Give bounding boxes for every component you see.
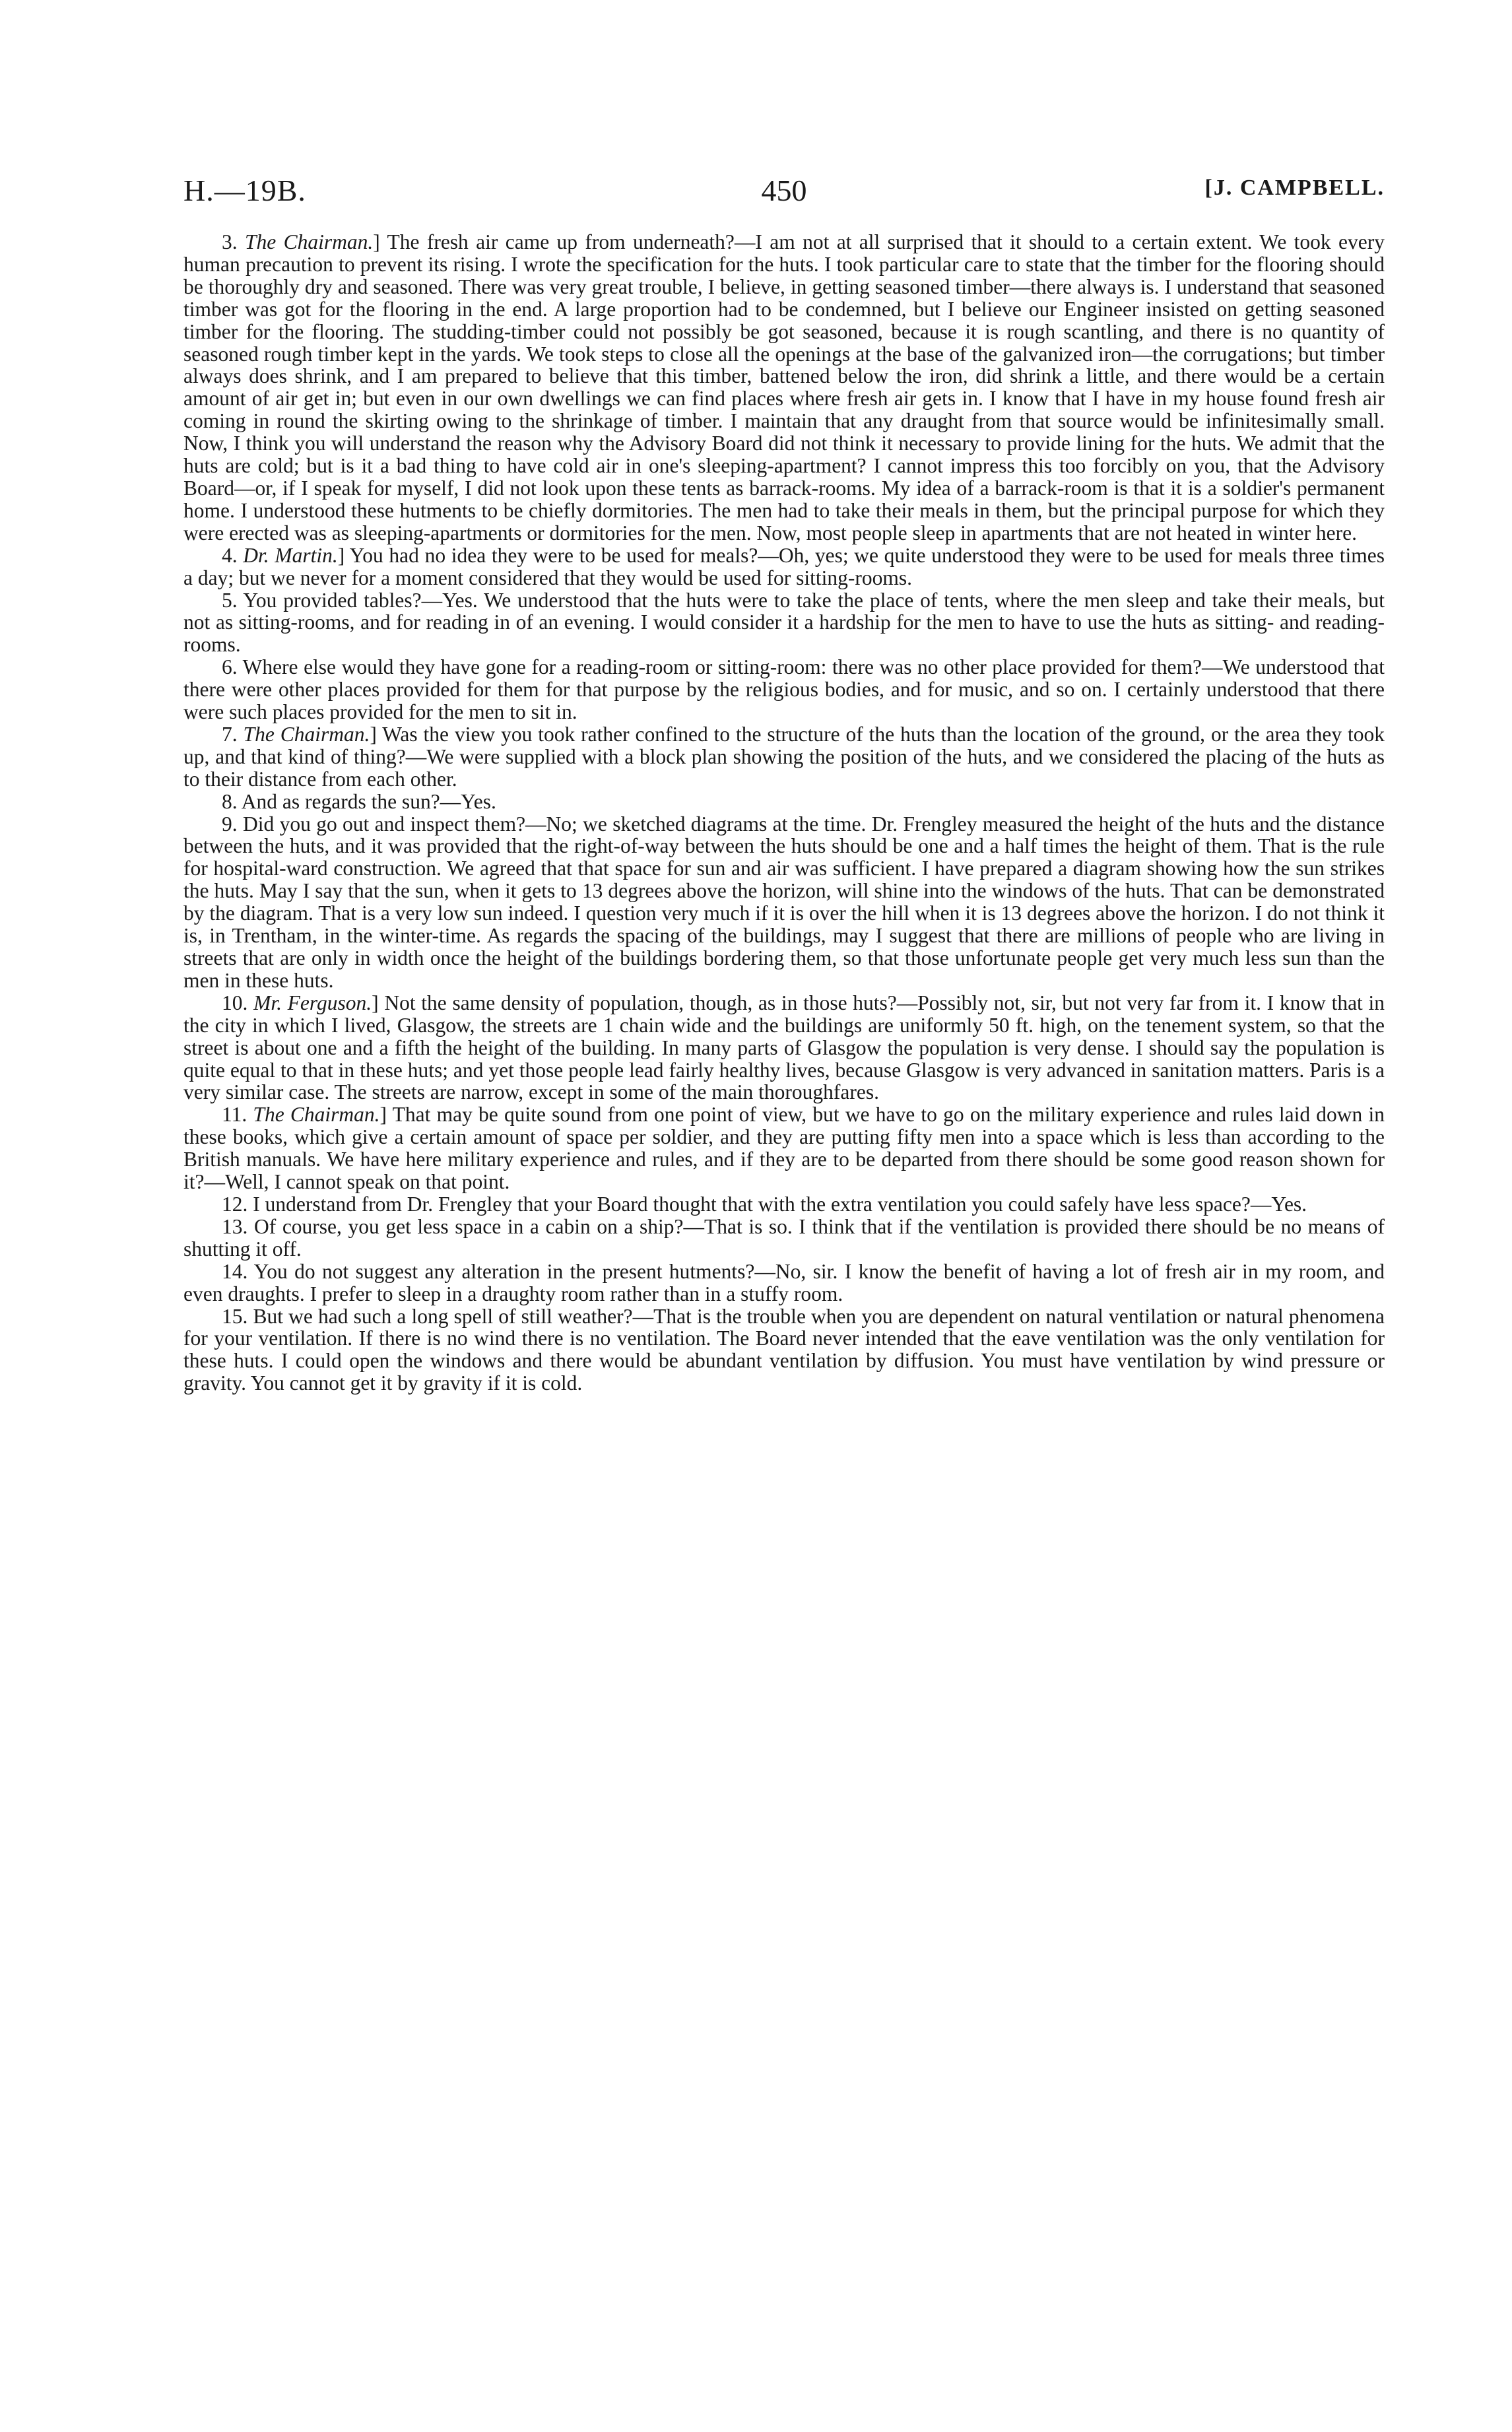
paragraph-text: And as regards the sun?—Yes. bbox=[241, 789, 496, 813]
paragraph-number: 7. bbox=[222, 722, 238, 746]
document-reference: H.—19B. bbox=[183, 174, 306, 207]
paragraph-number: 15. bbox=[222, 1304, 248, 1328]
paragraph-number: 4. bbox=[222, 543, 238, 567]
witness-name: [J. CAMPBELL. bbox=[1204, 176, 1385, 200]
paragraph-number: 11. bbox=[222, 1103, 247, 1127]
paragraph-number: 8. bbox=[222, 789, 238, 813]
paragraph-number: 14. bbox=[222, 1259, 248, 1283]
paragraph-text: You do not suggest any alteration in the present hutments?—No, sir. I know the benefit of having a lot of fresh air in my room, and even draughts. I prefer to sleep in a draughty room rather than in a stuffy room. bbox=[183, 1259, 1385, 1305]
paragraph-text: But we had such a long spell of still weather?—That is the trouble when you are dependent on natural ventilation or natural phenomena for your ventilation. If there is no wind there is no ventilation. The Board never intended that the eave ventilation was the only ventilation for these huts. I could open the windows and there would be abundant ventilation by diffusion. You must have ventilation by wind pressure or gravity. You cannot get it by gravity if it is cold. bbox=[183, 1304, 1385, 1395]
paragraph-text: ] That may be quite sound from one point of view, but we have to go on the military experience and rules laid down in these books, which give a certain amount of space per soldier, and they are putting fifty men into a space which is less than according to the British manuals. We have here military experience and rules, and if they are to be departed from there should be some good reason shown for it?—Well, I cannot speak on that point. bbox=[183, 1103, 1385, 1194]
paragraph-text: ] The fresh air came up from underneath?—I am not at all surprised that it should to a certain extent. We took every human precaution to prevent its rising. I wrote the specification for the huts. I took particular care to state that the timber for the flooring should be thoroughly dry and seasoned. There was very great trouble, I believe, in getting seasoned timber—there always is. I understand that seasoned timber was got for the flooring in the end. A large proportion had to be condemned, but I believe our Engineer insisted on getting seasoned timber for the flooring. The studding-timber could not possibly be got seasoned, because it is rough scantling, and there is no quantity of seasoned rough timber kept in the yards. We took steps to close all the openings at the base of the galvanized iron—the corrugations; but timber always does shrink, and I am prepared to believe that this timber, battened below the iron, did shrink a little, and there would be a certain amount of air get in; but even in our own dwellings we can find places where fresh air gets in. I know that I have in my house found fresh air coming in round the skirting owing to the shrinkage of timber. I maintain that any draught from that source would be infinitesimally small. Now, I think you will understand the reason why the Advisory Board did not think it necessary to provide lining for the huts. We admit that the huts are cold; but is it a bad thing to have cold air in one's sleeping-apartment? I cannot impress this too forcibly on you, that the Advisory Board—or, if I speak for myself, I did not look upon these tents as barrack-rooms. My idea of a barrack-room is that it is a soldier's permanent home. I understood these hutments to be chiefly dormitories. The men had to take their meals in them, but the principal purpose for which they were erected was as sleeping-apartments or dormitories for the men. Now, most people sleep in apartments that are not heated in winter here. bbox=[183, 230, 1385, 544]
paragraph-number: 3. bbox=[222, 230, 238, 253]
paragraph-number: 12. bbox=[222, 1192, 248, 1216]
paragraph-number: 9. bbox=[222, 812, 238, 836]
paragraph-text: Of course, you get less space in a cabin on a ship?—That is so. I think that if the ventilation is provided there should be no means of shutting it off. bbox=[183, 1214, 1385, 1261]
paragraph-number: 13. bbox=[222, 1214, 248, 1238]
paragraph-11 bbox=[183, 1103, 1385, 1193]
paragraph-13 bbox=[183, 1216, 1385, 1261]
paragraph-4 bbox=[183, 544, 1385, 589]
paragraph-text: ] Was the view you took rather confined to the structure of the huts than the location of the ground, or the area they took up, and that kind of thing?—We were supplied with a block plan showing the position of the huts, and we considered the placing of the huts as to their distance from each other. bbox=[183, 722, 1385, 791]
speaker: Dr. Martin. bbox=[243, 543, 338, 567]
paragraph-9 bbox=[183, 813, 1385, 992]
paragraph-text: ] Not the same density of population, though, as in those huts?—Possibly not, sir, but not very far from it. I know that in the city in which I lived, Glasgow, the streets are 1 chain wide and the buildings are uniformly 50 ft. high, on the tenement system, so that the street is about one and a fifth the height of the building. In many parts of Glasgow the population is very dense. I should say the population is quite equal to that in these huts; and yet those people lead fairly healthy lives, because Glasgow is very advanced in sanitation matters. Paris is a very similar case. The streets are narrow, except in some of the main thoroughfares. bbox=[183, 991, 1385, 1104]
paragraph-number: 6. bbox=[222, 655, 238, 679]
paragraph-15 bbox=[183, 1305, 1385, 1395]
page-header bbox=[183, 173, 1385, 219]
speaker: The Chairman. bbox=[243, 722, 370, 746]
paragraph-14 bbox=[183, 1261, 1385, 1305]
paragraph-8 bbox=[183, 791, 1385, 813]
paragraph-text: I understand from Dr. Frengley that your Board thought that with the extra ventilation you could safely have less space?—Yes. bbox=[253, 1192, 1307, 1216]
page-number: 450 bbox=[761, 174, 807, 207]
paragraph-10 bbox=[183, 992, 1385, 1104]
paragraph-12 bbox=[183, 1193, 1385, 1216]
speaker: Mr. Ferguson. bbox=[253, 991, 372, 1014]
paragraph-number: 10. bbox=[222, 991, 248, 1014]
paragraph-5 bbox=[183, 589, 1385, 657]
speaker: The Chairman. bbox=[253, 1103, 380, 1127]
paragraph-6 bbox=[183, 656, 1385, 723]
paragraph-3 bbox=[183, 231, 1385, 544]
paragraph-text: Where else would they have gone for a reading-room or sitting-room: there was no other place provided for them?—We understood that there were other places provided for them for that purpose by the religious bodies, and for music, and so on. I certainly understood that there were such places provided for the men to sit in. bbox=[183, 655, 1385, 724]
paragraph-7 bbox=[183, 723, 1385, 791]
paragraph-text: You provided tables?—Yes. We understood that the huts were to take the place of tents, where the men sleep and take their meals, but not as sitting-rooms, and for reading in of an evening. I would consider it a hardship for the men to have to use the huts as sitting- and reading-rooms. bbox=[183, 588, 1385, 657]
paragraph-text: Did you go out and inspect them?—No; we sketched diagrams at the time. Dr. Frengley measured the height of the huts and the distance between the huts, and it was provided that the right-of-way between the huts should be one and a half times the height of them. That is the rule for hospital-ward construction. We agreed that that space for sun and air was sufficient. I have prepared a diagram showing how the sun strikes the huts. May I say that the sun, when it gets to 13 degrees above the horizon, will shine into the windows of the huts. That can be demonstrated by the diagram. That is a very low sun indeed. I question very much if it is over the hill when it is 13 degrees above the horizon. I do not think it is, in Trentham, in the winter-time. As regards the spacing of the buildings, may I suggest that there are millions of people who are living in streets that are only in width once the height of the buildings bordering them, so that those unfortunate people get very much less sun than the men in these huts. bbox=[183, 812, 1385, 992]
paragraph-number: 5. bbox=[222, 588, 238, 612]
page-body bbox=[183, 231, 1385, 1395]
speaker: The Chairman. bbox=[244, 230, 374, 253]
paragraph-text: ] You had no idea they were to be used for meals?—Oh, yes; we quite understood they were to be used for meals three times a day; but we never for a moment considered that they would be used for sitting-rooms. bbox=[183, 543, 1385, 589]
